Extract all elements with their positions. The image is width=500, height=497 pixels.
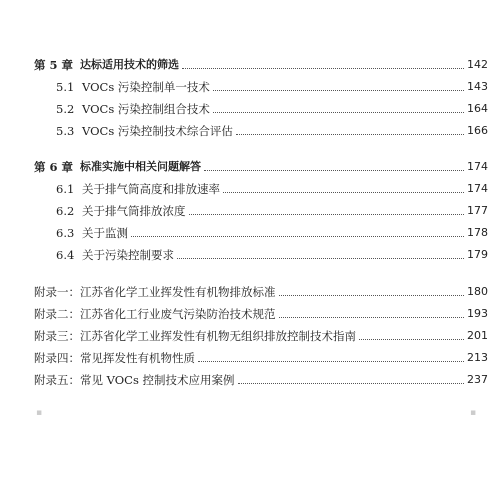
appendix-title: 附录四：常见挥发性有机物性质 [34,351,195,365]
appendix-title: 附录二：江苏省化工行业废气污染防治技术规范 [34,307,276,321]
section-number: 6.4 [56,248,75,262]
toc-section-5-1[interactable] [0,74,500,94]
appendix-title: 附录一：江苏省化学工业挥发性有机物排放标准 [34,285,276,299]
section-number: 5.2 [56,102,75,116]
section-number: 5.1 [56,80,75,94]
dot-leader [238,382,464,384]
section-number: 6.1 [56,182,75,196]
toc-appendix-2[interactable] [0,301,500,321]
scan-mark: ▪ [470,408,477,418]
dot-leader [177,257,464,259]
section-title: 关于排气筒排放浓度 [82,204,186,218]
dot-leader [204,169,464,171]
appendix-title: 附录五：常见 VOCs 控制技术应用案例 [34,373,235,387]
dot-leader [236,133,464,135]
dot-leader [359,338,464,340]
page-number: 174 [467,182,488,195]
toc-section-6-4[interactable] [0,242,500,262]
dot-leader [213,89,464,91]
toc-appendix-3[interactable] [0,323,500,343]
page-number: 237 [467,373,488,386]
section-title: 关于污染控制要求 [82,248,174,262]
page-number: 180 [467,285,488,298]
dot-leader [279,294,465,296]
section-title: 关于排气筒高度和排放速率 [82,182,220,196]
dot-leader [189,213,465,215]
appendix-title: 附录三：江苏省化学工业挥发性有机物无组织排放控制技术指南 [34,329,356,343]
toc-section-6-1[interactable] [0,176,500,196]
toc-section-6-2[interactable] [0,198,500,218]
page-number: 174 [467,160,488,173]
page-number: 178 [467,226,488,239]
scan-mark: ▪ [36,408,43,418]
section-title: VOCs 污染控制技术综合评估 [82,124,233,138]
toc-appendix-4[interactable] [0,345,500,365]
page-number: 193 [467,307,488,320]
chapter-title: 达标适用技术的筛选 [80,58,179,71]
chapter-number: 第 5 章 [34,58,74,72]
section-title: VOCs 污染控制单一技术 [82,80,210,94]
section-title: VOCs 污染控制组合技术 [82,102,210,116]
section-number: 5.3 [56,124,75,138]
page-number: 142 [467,58,488,71]
section-title: 关于监测 [82,226,128,240]
dot-leader [198,360,464,362]
page-number: 166 [467,124,488,137]
section-number: 6.2 [56,204,75,218]
toc-appendix-5[interactable] [0,367,500,387]
page-number: 177 [467,204,488,217]
page-number: 143 [467,80,488,93]
dot-leader [223,191,464,193]
toc-chapter-6[interactable] [0,154,500,174]
dot-leader [182,67,464,69]
page-number: 201 [467,329,488,342]
page-number: 164 [467,102,488,115]
dot-leader [131,235,464,237]
dot-leader [213,111,464,113]
chapter-number: 第 6 章 [34,160,74,174]
section-number: 6.3 [56,226,75,240]
toc-section-5-2[interactable] [0,96,500,116]
toc-chapter-5[interactable] [0,52,500,72]
chapter-title: 标准实施中相关问题解答 [80,160,201,173]
page-number: 213 [467,351,488,364]
toc-appendix-1[interactable] [0,279,500,299]
dot-leader [279,316,465,318]
toc-section-6-3[interactable] [0,220,500,240]
toc-section-5-3[interactable] [0,118,500,138]
page-number: 179 [467,248,488,261]
